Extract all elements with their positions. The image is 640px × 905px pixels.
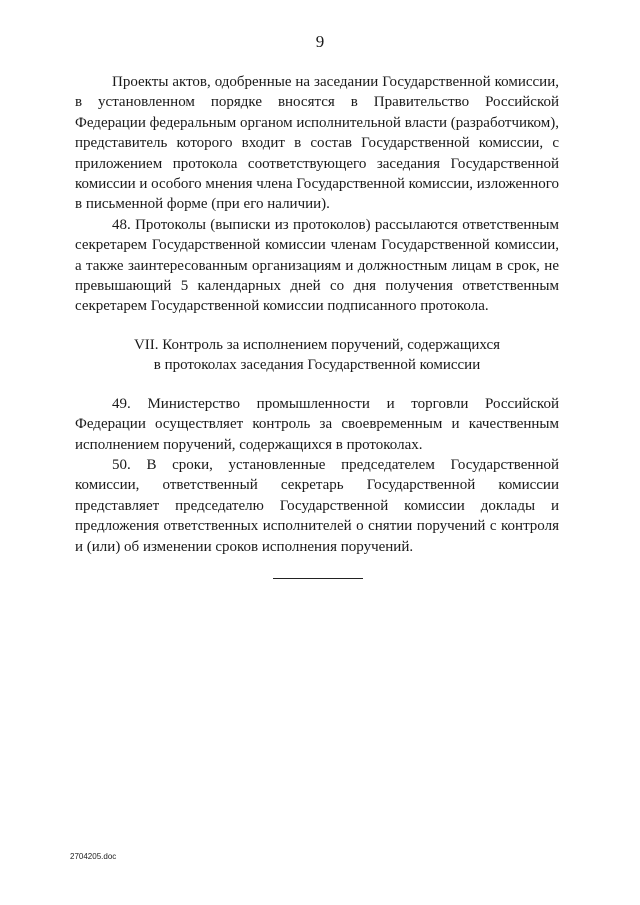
- end-of-text-rule: [273, 578, 363, 579]
- footer-file-name: 2704205.doc: [70, 852, 117, 861]
- paragraph-draft-acts: Проекты актов, одобренные на заседании Государственной комиссии, в установленном порядке вносятся в Правительство Российской Федерации федеральным органом исполнительной власти (разработчиком), представитель которого входит в состав Государственной комиссии, с приложением протокола соответствующего заседания Государственной комиссии и особого мнения члена Государственной комиссии, изложенного в письменной форме (при его наличии).: [75, 74, 560, 213]
- page-number: 9: [315, 32, 325, 51]
- paragraph-48: 48. Протоколы (выписки из протоколов) рассылаются ответственным секретарем Государственной комиссии членам Государственной комиссии, а также заинтересованным организациям и должностным лицам в срок, не превышающий 5 календарных дней со дня получения ответственным секретарем Государственной комиссии подписанного протокола.: [75, 216, 559, 315]
- paragraph-50: 50. В сроки, установленные председателем Государственной комиссии, ответственный секретарь Государственной комиссии представляет председателю Государственной комиссии доклады и предложения ответственных исполнителей о снятии поручений с контроля и (или) об изменении сроков исполнения поручений.: [75, 456, 559, 555]
- document-body: [75, 72, 559, 557]
- paragraph-49: 49. Министерство промышленности и торговли Российской Федерации осуществляет контроль за своевременным и качественным исполнением поручений, содержащихся в протоколах.: [75, 395, 559, 453]
- section-heading-line-2: в протоколах заседания Государственной комиссии: [153, 357, 481, 374]
- section-heading-line-1: VII. Контроль за исполнением поручений, содержащихся: [133, 336, 501, 353]
- section-heading-vii: [75, 335, 559, 376]
